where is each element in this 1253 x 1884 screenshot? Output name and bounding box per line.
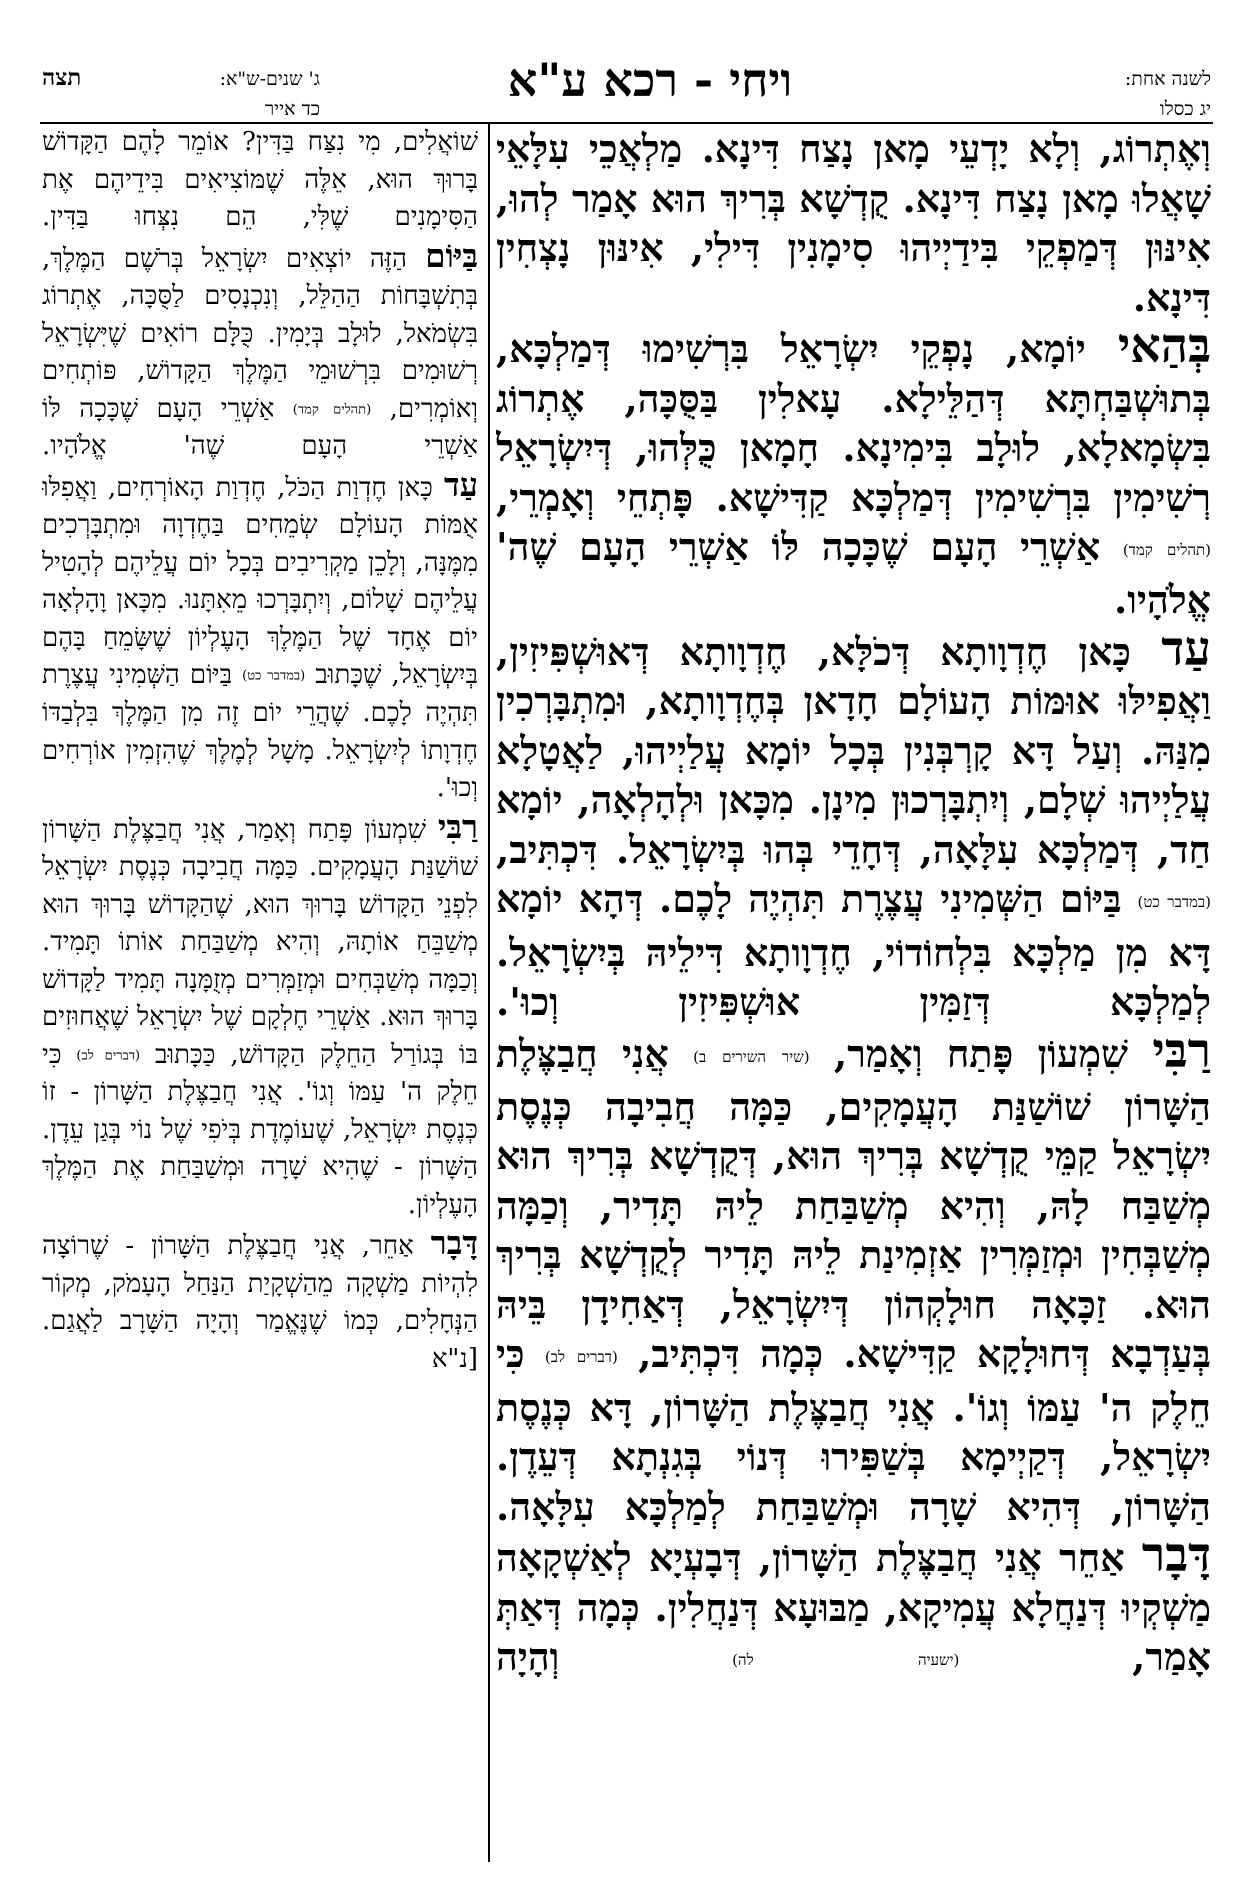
column-divider	[488, 122, 490, 1862]
verse-reference: (תהלים קמד)	[292, 401, 372, 417]
verse-reference: (דברים לב)	[76, 1047, 141, 1063]
paragraph-text: שׁוֹאֲלִים, מִי נִצַּח בַּדִּין? אוֹמֵר לָהֶם הַקָּדוֹשׁ בָּרוּךְ הוּא, אֵלֶּה שֶׁמּוֹצִיאִים בִּידֵיהֶם אֶת הַסִּימָנִים שֶׁלִּי, הֵם נִצְּחוּ בַּדִּין.	[42, 127, 478, 232]
paragraph-text: אַחֵר אֲנִי חֲבַצֶּלֶת הַשָּׁרוֹן, דְּבָעְיָא לְאַשְׁקָאָה מַשְׁקְיוּ דְּנַחֲלָא עֲמִיקָא, מַבּוּעָא דְּנַחֲלִין. כְּמָה דְּאַתְּ אָמַר,	[496, 1535, 1211, 1679]
date-one-year: יג כסלו	[1159, 98, 1211, 120]
main-paragraph	[496, 318, 1211, 625]
header-left	[150, 64, 320, 124]
verse-reference: (תהלים קמד)	[1122, 540, 1211, 559]
paragraph-lead-word: רַבִּי	[437, 806, 478, 846]
main-paragraph	[496, 620, 1211, 1027]
paragraph-lead-word: בַּיּוֹם	[425, 235, 478, 275]
paragraph-lead-word: רַבִּי	[1152, 1022, 1211, 1079]
paragraph-text: אֲנִי חֲבַצֶּלֶת הַשָּׁרוֹן שׁוֹשַׁנַּת הָעֲמָקִים, כַּמָּה חֲבִיבָה כְּנֶסֶת יִשְׂרָאֵל קַמֵּי קֻדְשָׁא בְּרִיךְ הוּא, דְּקֻדְשָׁא בְּרִיךְ הוּא מְשַׁבַּח לָהּ, וְהִיא מְשַׁבַּחַת לֵיהּ תָּדִיר, וְכַמָּה מְשַׁבְּחִין וּמְזַמְּרִין אַזְמִינַת לֵיהּ תָּדִיר לְקֻדְשָׁא בְּרִיךְ הוּא. זַכָּאָה חוּלָקְהוֹן דְּיִשְׂרָאֵל, דְּאַחִידָן בֵּיהּ בְּעַדְבָא דְּחוּלָקָא קַדִּישָׁא. כְּמָה דִּכְתִּיב,	[496, 1030, 1211, 1377]
verse-reference: (במדבר כט)	[242, 668, 306, 684]
main-paragraph	[496, 1527, 1211, 1685]
translation-paragraph	[42, 1224, 478, 1378]
paragraph-text: הַזֶּה יוֹצְאִים יִשְׂרָאֵל בְּרֹשֶׁם הַמֶּלֶךְ, בְּתִשְׁבָּחוֹת הַהַלֵּל, וְנִכְנָסִים לַסֻּכָּה, אֶתְרוֹג בִּשְׂמֹאל, לוּלָב בְּיָמִין. כֻּלָּם רוֹאִים שֶׁיִּשְׂרָאֵל רְשׁוּמִים בִּרְשׁוּמֵי הַמֶּלֶךְ הַקָּדוֹשׁ, פּוֹתְחִים וְאוֹמְרִים,	[42, 243, 478, 424]
page-title: ויחי - רכא ע"א	[507, 53, 793, 107]
reading-schedule-three-year: ג' שנים-ש"א:	[219, 68, 320, 90]
paragraph-lead-word: דָּבָר	[1141, 1527, 1211, 1583]
paragraph-text: בַּיּוֹם הַשְּׁמִינִי עֲצֶרֶת תִּהְיֶה לָכֶם. שֶׁהֲרֵי יוֹם זֶה מִן הַמֶּלֶךְ בִּלְבַדּוֹ חֶדְוָתוֹ לְיִשְׂרָאֵל. מָשָׁל לְמֶלֶךְ שֶׁהִזְמִין אוֹרְחִים וְכוּ'.	[42, 660, 478, 803]
paragraph-text: כִּי חֵלֶק ה' עַמּוֹ וְגוֹ'. אֲנִי חֲבַצֶּלֶת הַשָּׁרוֹן, דָּא כְּנֶסֶת יִשְׂרָאֵל, דְּקַיְימָא בְּשַׁפִּירוּ דְּנוֹי בְּגִנְתָא דְּעֵדֶן. הַשָּׁרוֹן, דְּהִיא שָׁרָה וּמְשַׁבַּחַת לְמַלְכָּא עִלָּאָה.	[496, 1331, 1211, 1529]
verse-reference: (ישעיה לה)	[732, 1650, 960, 1669]
paragraph-text: וְהָיָה	[496, 1634, 733, 1679]
paragraph-lead-word: דָּבָר	[430, 1223, 478, 1263]
paragraph-text: אַשְׁרֵי הָעָם שֶׁכָּכָה לּוֹ אַשְׁרֵי הָעָם שֶׁה' אֱלֹהָיו.	[42, 393, 478, 462]
translation-paragraph	[42, 808, 478, 1225]
paragraph-text: אַחֵר, אֲנִי חֲבַצֶּלֶת הַשָּׁרוֹן - שֶׁרוֹצָה לִהְיוֹת מַשְׁקָה מֵהַשְׁקָיַת הַנַּחַל הָעָמֹק, מְקוֹר הַנְּחָלִים, כְּמוֹ שֶׁנֶּאֱמַר וְהָיָה הַשָּׁרָב לַאֲגַם. [נ"א	[42, 1231, 478, 1374]
verse-reference: (דברים לב)	[544, 1348, 618, 1366]
paragraph-text: כָּאן חֶדְוַת הַכֹּל, חֶדְוַת הָאוֹרְחִים, וַאֲפִלּוּ אֻמּוֹת הָעוֹלָם שְׂמֵחִים בַּחֶדְוָה וּמִתְבָּרְכִים מִמֶּנָּה, וְלָכֵן מַקְרִיבִים בְּכָל יוֹם עֲלֵיהֶם לְהָטִיל עֲלֵיהֶם שָׁלוֹם, וְיִתְבָּרְכוּ מֵאִתָּנוּ. מִכָּאן וָהָלְאָה יוֹם אֶחָד שֶׁל הַמֶּלֶךְ הָעֶלְיוֹן שֶׁשָּׂמֵחַ בָּהֶם בְּיִשְׂרָאֵל, שֶׁכָּתוּב	[42, 472, 478, 691]
translation-paragraph	[42, 124, 478, 237]
paragraph-text: כִּי חֵלֶק ה' עַמּוֹ וְגוֹ'. אֲנִי חֲבַצֶּלֶת הַשָּׁרוֹן - זוֹ כְּנֶסֶת יִשְׂרָאֵל, שֶׁעוֹמֶדֶת בְּיֹפִי שֶׁל נוֹי בְּגַן עֵדֶן. הַשָּׁרוֹן - שֶׁהִיא שָׁרָה וּמְשַׁבַּחַת אֶת הַמֶּלֶךְ הָעֶלְיוֹן.	[42, 1039, 478, 1220]
paragraph-text: שִׁמְעוֹן פָּתַח וְאָמַר,	[834, 1030, 1153, 1076]
paragraph-lead-word: עַד	[443, 464, 478, 504]
translation-paragraph	[42, 237, 478, 466]
paragraph-text: אַשְׁרֵי הָעָם שֶׁכָּכָה לּוֹ אַשְׁרֵי הָעָם שֶׁה' אֱלֹהָיו.	[496, 524, 1211, 623]
verse-reference: (שיר השירים ב)	[693, 1047, 810, 1066]
paragraph-text: וְאֶתְרוֹג, וְלָא יָדְעֵי מָאן נָצַח דִּינָא. מַלְאֲכֵי עִלָּאֵי שָׁאֲלוּ מָאן נָצַח דִּינָא. קֻדְשָׁא בְּרִיךְ הוּא אָמַר לְהוּ, אִינּוּן דְּמַפְקֵי בִּידַיְיהוּ סִימָנִין דִּילִי, אִינּוּן נָצְחִין דִּינָא.	[496, 126, 1211, 320]
date-three-year: כד אייר	[264, 98, 320, 120]
translation-column	[42, 124, 478, 1859]
paragraph-text: בַּיּוֹם הַשְּׁמִינִי עֲצֶרֶת תִּהְיֶה לָכֶם. דְּהָא יוֹמָא דָּא מִן מַלְכָּא בִּלְחוֹדוֹי, חֶדְוָותָא דִּילֵיהּ בְּיִשְׂרָאֵל. לְמַלְכָּא דְּזַמִּין אוּשְׁפִּיזִין וְכוּ'.	[496, 876, 1211, 1024]
paragraph-lead-word: עַד	[1161, 620, 1211, 677]
main-text-column	[496, 124, 1211, 1859]
main-paragraph	[496, 124, 1211, 322]
main-paragraph	[496, 1022, 1211, 1532]
paragraph-lead-word: בְּהַאי	[1117, 318, 1211, 374]
paragraph-text: כָּאן חֶדְוָותָא דְּכֹלָּא, חֶדְוָותָא דְּאוּשְׁפִּיזִין, וַאֲפִילּוּ אוּמּוֹת הָעוֹלָם חָדָאן בְּחֶדְוָותָא, וּמִתְבָּרְכִין מִנַּהּ. וְעַל דָּא קָרְבְּנִין בְּכָל יוֹמָא עֲלַיְיהוּ, לַאֲטָלָא עֲלַיְיהוּ שְׁלָם, וְיִתְבָּרְכוּן מִינָן. מִכָּאן וּלְהָלְאָה, יוֹמָא חַד, דְּמַלְכָּא עִלָּאָה, דְּחָדֵי בְּהוּ בְּיִשְׂרָאֵל. דִּכְתִּיב,	[496, 628, 1211, 872]
paragraph-text: יוֹמָא, נָפְקֵי יִשְׂרָאֵל בִּרְשִׁימוּ דְּמַלְכָּא, בְּתוּשְׁבַּחְתָּא דְּהַלֵּילָא. עָאלִין בַּסֻּכָּה, אֶתְרוֹג בִּשְׂמָאלָא, לוּלָב בִּימִינָא. חָמָאן כֻּלְּהוּ, דְּיִשְׂרָאֵל רְשִׁימִין בִּרְשִׁימִין דְּמַלְכָּא קַדִּישָׁא. פָּתְחֵי וְאָמְרֵי,	[496, 326, 1211, 520]
translation-paragraph	[42, 466, 478, 808]
verse-reference: (במדבר כט)	[1137, 893, 1211, 911]
page-number: תצה	[42, 64, 82, 91]
reading-schedule-one-year: לשנה אחת:	[1124, 68, 1211, 90]
paragraph-text: שִׁמְעוֹן פָּתַח וְאָמַר, אֲנִי חֲבַצֶּלֶת הַשָּׁרוֹן שׁוֹשַׁנַּת הָעֲמָקִים. כַּמָּה חֲבִיבָה כְּנֶסֶת יִשְׂרָאֵל לִפְנֵי הַקָּדוֹשׁ בָּרוּךְ הוּא, שֶׁהַקָּדוֹשׁ בָּרוּךְ הוּא מְשַׁבֵּחַ אוֹתָהּ, וְהִיא מְשַׁבַּחַת אוֹתוֹ תָּמִיד. וְכַמָּה מְשַׁבְּחִים וּמְזַמְּרִים מְזֻמָּנָה תָּמִיד לַקָּדוֹשׁ בָּרוּךְ הוּא. אַשְׁרֵי חֶלְקָם שֶׁל יִשְׂרָאֵל שֶׁאֲחוּזִים בּוֹ בְּגוֹרַל הַחֵלֶק הַקָּדוֹשׁ, כַּכָּתוּב	[42, 814, 478, 1070]
header-right	[1051, 64, 1211, 124]
